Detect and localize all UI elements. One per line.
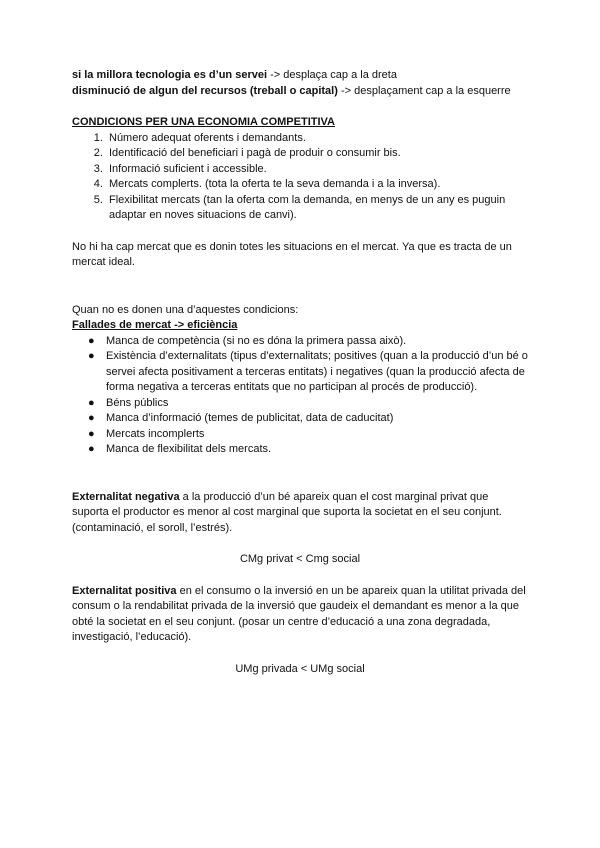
intro-line-1-bold: si la millora tecnologia es d’un servei [72, 69, 268, 81]
intro-line-2 [72, 84, 528, 100]
conditions-item: 5. Flexibilitat mercats (tan la oferta com la demanda, en menys de un any es puguin adaptar en noves situacions de canvi). [106, 193, 528, 224]
conditions-item: 1. Número adequat oferents i demandants. [106, 131, 528, 147]
failures-item-text: Existència d’externalitats (tipus d’externalitats; positives (quan a la producció d’un bé o servei afecta positivament a terceras entitats) i negatives (quan la producció afecta de forma negativa a terceras entitats que no participan al procés de producció). [106, 350, 528, 393]
failures-list [72, 334, 528, 458]
conditions-list [72, 131, 528, 224]
conditions-heading: CONDICIONS PER UNA ECONOMIA COMPETITIVA [72, 116, 335, 128]
failures-item [88, 349, 528, 396]
failures-item-text: Manca de competència (si no es dóna la primera passa això). [106, 334, 407, 347]
conditions-item: 3. Informació suficient i accessible. [106, 162, 528, 178]
failures-item-text: Manca d’informació (temes de publicitat, data de caducitat) [106, 412, 394, 424]
failures-item [88, 334, 528, 350]
failures-item-text: Béns públics [106, 396, 169, 409]
bullet-icon: ● [88, 412, 95, 424]
failures-item [88, 427, 528, 443]
failures-intro: Quan no es donen una d’aquestes condicions: [72, 303, 299, 316]
pos-externality-formula: UMg privada < UMg social [235, 662, 365, 675]
neg-externality-term: Externalitat negativa [72, 490, 180, 503]
conditions-item: 2. Identificació del beneficiari i pagà de produir o consumir bis. [106, 146, 528, 162]
bullet-icon: ● [88, 396, 95, 409]
ideal-market-text: No hi ha cap mercat que es donin totes les situacions en el mercat. Ya que es tracta de un mercat ideal. [72, 240, 512, 268]
conditions-item: 4. Mercats complerts. (tota la oferta te la seva demanda i a la inversa). [106, 177, 528, 193]
pos-externality-term: Externalitat positiva [72, 584, 177, 597]
neg-externality-formula: CMg privat < Cmg social [239, 553, 361, 565]
intro-line-1-rest: -> desplaça cap a la dreta [267, 69, 397, 81]
pos-externality-text: en el consumo o la inversió en un be apareix quan la utilitat privada del consum o la rendabilitat privada de la inversió que gaudeix el demandant es menor a la que obté la societat en el seu conjunt. (posar un centre d’educació a una zona degradada, investigació, l’educació). [72, 584, 526, 643]
neg-externality-text: a la producció d’un bé apareix quan el cost marginal privat que suporta el productor es menor al cost marginal que suporta la societat en el seu conjunt. (contaminació, el soroll, l’estrés). [72, 490, 502, 534]
failures-item [88, 396, 528, 412]
failures-item [88, 442, 528, 458]
intro-line-2-bold: disminució de algun del recursos (treball o capital) [72, 84, 338, 97]
intro-line-2-rest: -> desplaçament cap a la esquerre [337, 84, 511, 97]
pos-externality-paragraph [72, 584, 528, 646]
failures-item [88, 411, 528, 427]
intro-line-1 [72, 68, 528, 84]
bullet-icon: ● [88, 427, 95, 440]
neg-externality-paragraph [72, 490, 528, 537]
bullet-icon: ● [88, 334, 95, 347]
failures-item-text: Manca de flexibilitat dels mercats. [106, 443, 272, 455]
document-content [72, 68, 528, 677]
bullet-icon: ● [88, 443, 95, 455]
failures-heading: Fallades de mercat -> eficiència [72, 319, 238, 331]
bullet-icon: ● [88, 350, 95, 362]
failures-item-text: Mercats incomplerts [106, 427, 205, 440]
